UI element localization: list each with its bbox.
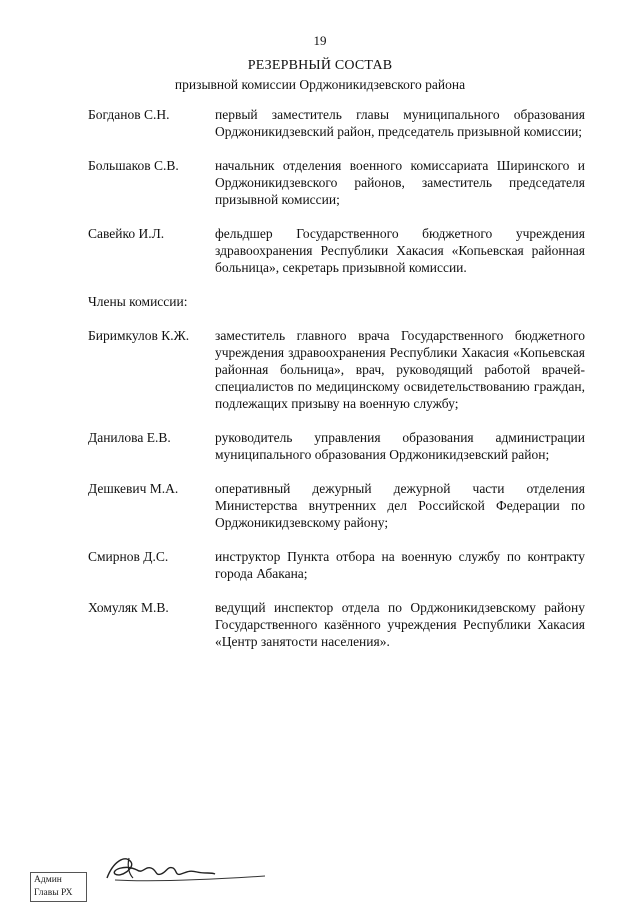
member-entry xyxy=(88,599,585,650)
person-name: Биримкулов К.Ж. xyxy=(88,328,190,343)
person-role: начальник отделения военного комиссариата Ширинского и Орджоникидзевского районов, заместитель председателя призывной комиссии; xyxy=(215,158,585,207)
stamp-line: Главы РХ xyxy=(34,888,73,898)
stamp xyxy=(30,872,87,902)
leadership-entry xyxy=(88,225,585,276)
person-role: инструктор Пункта отбора на военную службу по контракту города Абакана; xyxy=(215,549,585,581)
person-name: Хомуляк М.В. xyxy=(88,600,169,615)
member-entry xyxy=(88,480,585,531)
member-entry xyxy=(88,429,585,463)
leadership-entry xyxy=(88,106,585,140)
person-name: Савейко И.Л. xyxy=(88,226,165,241)
person-name: Смирнов Д.С. xyxy=(88,549,169,564)
person-role: заместитель главного врача Государственного бюджетного учреждения здравоохранения Республики Хакасия «Копьевская районная больница», врач, руководящий работой врачей-специалистов по медицинскому освидетельствованию граждан, подлежащих призыву на военную службу; xyxy=(215,328,585,411)
person-role: ведущий инспектор отдела по Орджоникидзевскому району Государственного казённого учреждения Республики Хакасия «Центр занятости населения». xyxy=(215,600,585,649)
signature xyxy=(85,848,285,890)
person-name: Большаков С.В. xyxy=(88,158,179,173)
person-name: Дешкевич М.А. xyxy=(88,481,179,496)
person-name: Данилова Е.В. xyxy=(88,430,171,445)
person-name: Богданов С.Н. xyxy=(88,107,170,122)
page-number: 19 xyxy=(313,33,327,48)
person-role: первый заместитель главы муниципального образования Орджоникидзевский район, председатель призывной комиссии; xyxy=(215,107,585,139)
person-role: руководитель управления образования администрации муниципального образования Орджоникидзевский район; xyxy=(215,430,585,462)
members-label: Члены комиссии: xyxy=(88,294,188,309)
commission-list xyxy=(88,106,585,650)
member-entry xyxy=(88,327,585,412)
person-role: оперативный дежурный дежурной части отделения Министерства внутренних дел Российской Федерации по Орджоникидзевскому району; xyxy=(215,481,585,530)
leadership-entry xyxy=(88,157,585,208)
document-subtitle: призывной комиссии Орджоникидзевского района xyxy=(174,77,466,92)
member-entry xyxy=(88,548,585,582)
person-role: фельдшер Государственного бюджетного учреждения здравоохранения Республики Хакасия «Копьевская районная больница», секретарь призывной комиссии. xyxy=(215,226,585,275)
document-title: РЕЗЕРВНЫЙ СОСТАВ xyxy=(247,58,393,73)
stamp-line: Админ xyxy=(34,875,62,885)
